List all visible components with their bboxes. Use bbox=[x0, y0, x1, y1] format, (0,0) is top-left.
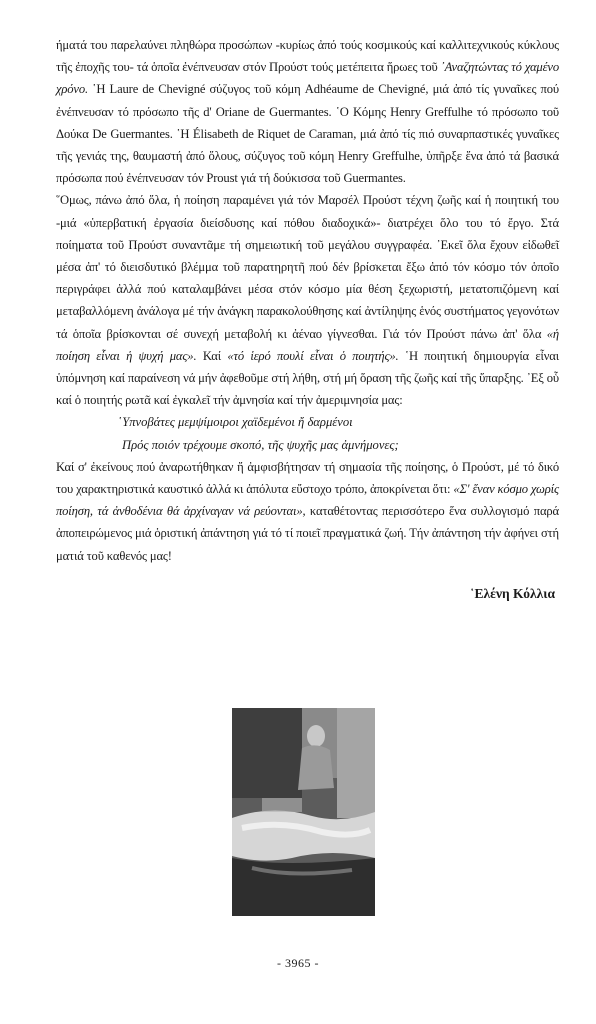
quote: «ἡ ποίηση εἶναι ἡ ψυχή μας». bbox=[56, 326, 559, 363]
text-run: Καί bbox=[196, 348, 228, 363]
quote: «Σ' ἕναν κόσμο χωρίς ποίηση, τά ἀνθοδένια θά ἀρχίναγαν νά ρεύονται», bbox=[56, 482, 559, 519]
article-body bbox=[56, 34, 559, 605]
text-run: Καί σ' ἐκείνους πού ἀναρωτήθηκαν ἤ ἀμφισβήτησαν τή σημασία τῆς ποίησης, ὁ Προύστ, μέ τό δικό του χαρακτηριστικά καυστικό ἀλλά κι ἀπόλυτα εὔστοχο τρόπο, ἀποκρίνεται ὅτι: bbox=[56, 459, 559, 497]
paragraph-1 bbox=[56, 34, 559, 189]
text-run: ῞Ομως, πάνω ἀπό ὅλα, ἡ ποίηση παραμένει γιά τόν Μαρσέλ Προύστ τέχνη ζωῆς καί ἡ ποιητική του -μιά «ὑπερβατική ἐργασία διείσδυσης καί πόθου διαδοχικά»- διατρέχει ὅλο του τό ἔργο. Στά ποίηματα τοῦ Προύστ συναντᾶμε τή σημειωτική τοῦ μεγάλου συγγραφέα. ᾿Εκεῖ ὅλα ἔχουν εἰδωθεῖ μέσα ἀπ' τό διεισδυτικό βλέμμα τοῦ παρατηρητῆ πού δέν βρίσκεται ἔξω ἀπό τόν κόσμο τόν ὁποῖο περιγράφει ἀλλά πού καταλαμβάνει μέσα στόν κόσμο μία θέση ξεχωριστή, μετατοπιζόμενη καί μεταβαλλόμενη ἀνάλογα μέ τήν ἀνάγκη παρακολούθησης καί ἀντίληψης ἑνός συστήματος γεγονότων τά ὁποῖα βρίσκονται σέ συνεχή μεταβολή κι ἀέναο γίγνεσθαι. Γιά τόν Προύστ πάνω ἀπ' ὅλα bbox=[56, 193, 559, 341]
book-title: ᾿Αναζητώντας τό χαμένο χρόνο. bbox=[56, 60, 559, 97]
paragraph-3 bbox=[56, 456, 559, 567]
verse-line-2: Πρός ποιόν τρέχουμε σκοπό, τῆς ψυχῆς μας ἀμνήμονες; bbox=[122, 437, 399, 452]
text-run: ῾Η ποιητική δημιουργία εἶναι ὑπόμνηση καί παραίνεση νά μήν ἀφεθοῦμε στή λήθη, στή μή ὅραση τῆς ζωῆς καί τῆς ὕπαρξης. ᾿Εξ οὗ καί ὁ ποιητής ρωτᾶ καί ἐγκαλεῖ τήν ἀμνησία καί τήν ἀμεριμνησία μας: bbox=[56, 348, 559, 408]
quote: «τό ἱερό πουλί εἶναι ὁ ποιητής». bbox=[227, 348, 399, 363]
paragraph-2 bbox=[56, 189, 559, 411]
text-run: ῾Η Laure de Chevigné σύζυγος τοῦ κόμη Adhéaume de Chevigné, μιά ἀπό τίς γυναῖκες πού ἐνέπνευσαν τό πρόσωπο τῆς d' Oriane de Guermantes. ῾Ο Κόμης Henry Greffulhe τό πρόσωπο τοῦ Δούκα De Guermantes. ῾Η Élisabeth de Riquet de Caraman, μιά ἀπό τίς πιό συναρπαστικές γυναῖκες τῆς γενιάς της, θαυμαστή ἀπό ὅλους, σύζυγος τοῦ κόμη Henry Greffulhe, ὑπῆρξε ἕνα ἀπό τά βασικά πρόσωπα πού ἐνέπνευσαν τόν Proust γιά τή δούκισσα τοῦ Guermantes. bbox=[56, 82, 559, 186]
page-number: - 3965 - bbox=[277, 956, 319, 970]
text-run: καταθέτοντας περισσότερο ἕνα συλλογισμό παρά ἀποπειρώμενος μιά ὁριστική ἀπάντηση γιά τό τί ποιεῖ πραγματικά ζωή. Τήν ἀπάντηση τήν ἀφήνει στή ματιά τοῦ καθενός μας! bbox=[56, 504, 559, 563]
painting-image bbox=[232, 708, 375, 916]
text-run: ήματά του παρελαύνει πληθώρα προσώπων -κυρίως ἀπό τούς κοσμικούς καί καλλιτεχνικούς κύκλους τῆς ἐποχῆς του- τά ὁποῖα ἐνέπνευσαν στόν Προύστ τούς μετέπειτα ἥρωες τοῦ bbox=[56, 38, 559, 75]
verse-line-1: ῾Υπνοβάτες μεμψίμοιροι χαϊδεμένοι ἤ δαρμένοι bbox=[118, 415, 353, 430]
author-signature: ῾Ελένη Κόλλια bbox=[470, 585, 555, 601]
